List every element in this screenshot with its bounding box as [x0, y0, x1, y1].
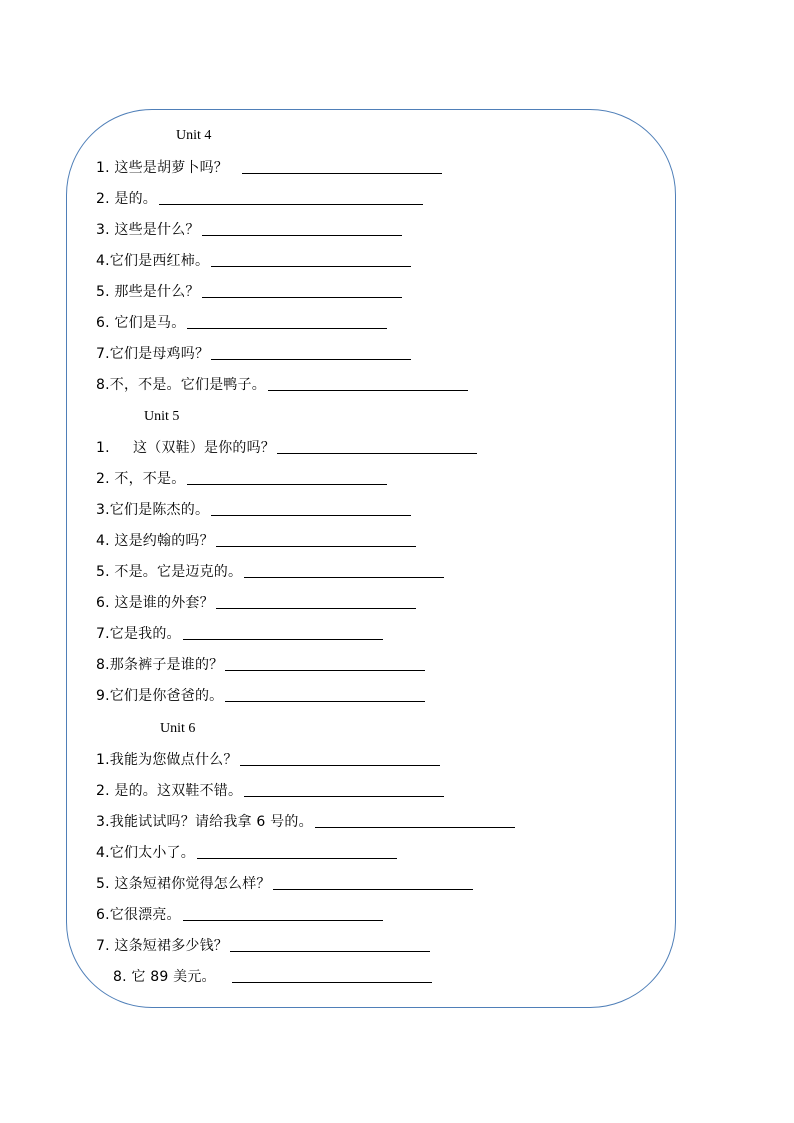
prompt-text: 8.那条裤子是谁的？ — [96, 657, 224, 673]
question-line — [96, 685, 425, 705]
answer-blank[interactable] — [211, 345, 411, 360]
unit-title: Unit 4 — [176, 128, 212, 143]
prompt-text: 1. 这些是胡萝卜吗？ — [96, 160, 229, 176]
prompt-text: 3.它们是陈杰的。 — [96, 502, 210, 518]
question-line — [113, 966, 432, 986]
prompt-text: 9.它们是你爸爸的。 — [96, 688, 224, 704]
prompt-text: 6. 它们是马。 — [96, 315, 186, 331]
question-line — [96, 654, 425, 674]
question-line — [96, 437, 477, 457]
prompt-text: 7. 这条短裙多少钱？ — [96, 938, 229, 954]
answer-blank[interactable] — [211, 501, 411, 516]
question-line — [96, 250, 411, 270]
prompt-text: 7.它是我的。 — [96, 626, 181, 642]
answer-blank[interactable] — [315, 813, 515, 828]
question-line — [96, 873, 473, 893]
question-line — [96, 842, 397, 862]
question-line — [96, 343, 411, 363]
answer-blank[interactable] — [244, 782, 444, 797]
answer-blank[interactable] — [183, 906, 383, 921]
prompt-text: 1.我能为您做点什么？ — [96, 752, 238, 768]
answer-blank[interactable] — [244, 563, 444, 578]
answer-blank[interactable] — [202, 283, 402, 298]
answer-blank[interactable] — [240, 751, 440, 766]
unit-title: Unit 5 — [144, 409, 180, 424]
question-line — [96, 157, 442, 177]
unit-title: Unit 6 — [160, 721, 196, 736]
answer-blank[interactable] — [159, 190, 423, 205]
answer-blank[interactable] — [216, 594, 416, 609]
prompt-text: 6.它很漂亮。 — [96, 907, 181, 923]
answer-blank[interactable] — [277, 439, 477, 454]
prompt-text: 6. 这是谁的外套？ — [96, 595, 214, 611]
answer-blank[interactable] — [211, 252, 411, 267]
question-line — [96, 780, 444, 800]
question-line — [96, 188, 423, 208]
prompt-text: 8.不，不是。它们是鸭子。 — [96, 377, 266, 393]
answer-blank[interactable] — [268, 376, 468, 391]
question-line — [96, 219, 402, 239]
answer-blank[interactable] — [242, 159, 442, 174]
prompt-text: 5. 这条短裙你觉得怎么样？ — [96, 876, 271, 892]
answer-blank[interactable] — [216, 532, 416, 547]
question-line — [96, 499, 411, 519]
question-line — [96, 749, 440, 769]
prompt-text: 8. 它 89 美元。 — [113, 969, 216, 985]
question-line — [96, 623, 383, 643]
prompt-text: 4. 这是约翰的吗？ — [96, 533, 214, 549]
answer-blank[interactable] — [230, 937, 430, 952]
question-line — [96, 374, 468, 394]
answer-blank[interactable] — [273, 875, 473, 890]
prompt-text: 3.我能试试吗？请给我拿 6 号的。 — [96, 814, 313, 830]
prompt-text: 4.它们是西红柿。 — [96, 253, 210, 269]
question-line — [96, 811, 515, 831]
answer-blank[interactable] — [225, 687, 425, 702]
prompt-text: 3. 这些是什么？ — [96, 222, 200, 238]
question-line — [96, 561, 444, 581]
question-line — [96, 904, 383, 924]
prompt-text: 2. 是的。 — [96, 191, 158, 207]
prompt-text: 7.它们是母鸡吗？ — [96, 346, 210, 362]
answer-blank[interactable] — [197, 844, 397, 859]
prompt-text: 2. 不，不是。 — [96, 471, 186, 487]
answer-blank[interactable] — [183, 625, 383, 640]
answer-blank[interactable] — [232, 968, 432, 983]
answer-blank[interactable] — [187, 470, 387, 485]
prompt-text: 2. 是的。这双鞋不错。 — [96, 783, 243, 799]
prompt-text: 5. 那些是什么？ — [96, 284, 200, 300]
question-line — [96, 592, 416, 612]
prompt-text: 1. 这（双鞋）是你的吗？ — [96, 440, 276, 456]
answer-blank[interactable] — [187, 314, 387, 329]
question-line — [96, 468, 387, 488]
question-line — [96, 530, 416, 550]
prompt-text: 5. 不是。它是迈克的。 — [96, 564, 243, 580]
prompt-text: 4.它们太小了。 — [96, 845, 195, 861]
answer-blank[interactable] — [225, 656, 425, 671]
question-line — [96, 312, 387, 332]
answer-blank[interactable] — [202, 221, 402, 236]
question-line — [96, 281, 402, 301]
question-line — [96, 935, 430, 955]
